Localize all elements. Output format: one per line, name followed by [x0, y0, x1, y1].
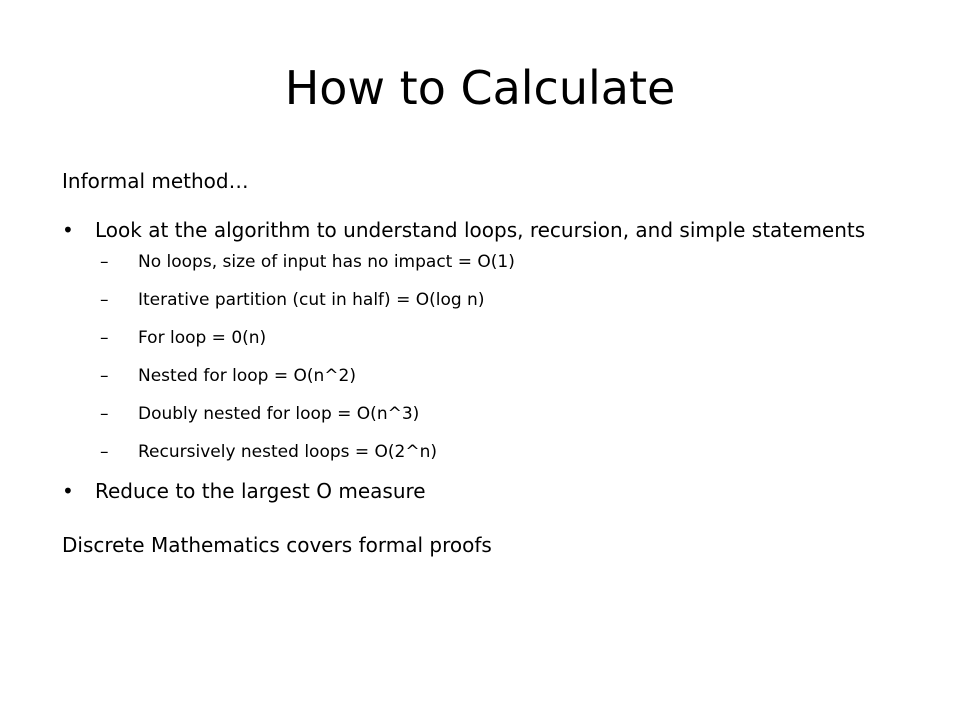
bullet-text: Look at the algorithm to understand loops, recursion, and simple statements: [95, 218, 866, 242]
sub-bullet-marker: –: [100, 328, 109, 348]
closing-text: Discrete Mathematics covers formal proofs: [62, 533, 492, 557]
sub-bullet-marker: –: [100, 366, 109, 386]
sub-bullet-text: No loops, size of input has no impact = O(1): [138, 252, 515, 272]
sub-bullet-item: [62, 403, 902, 425]
slide-body: [62, 168, 902, 558]
sub-bullet-marker: –: [100, 442, 109, 462]
sub-bullet-item: [62, 327, 902, 349]
sub-bullet-text: Recursively nested loops = O(2^n): [138, 442, 438, 462]
slide-title: How to Calculate: [284, 61, 676, 115]
intro-text: Informal method…: [62, 169, 249, 193]
sub-bullet-item: [62, 441, 902, 463]
sub-bullet-text: Iterative partition (cut in half) = O(log n): [138, 290, 485, 310]
sub-bullet-text: For loop = 0(n): [138, 328, 267, 348]
sub-bullet-marker: –: [100, 290, 109, 310]
bullet-marker: •: [62, 479, 74, 503]
sub-bullet-marker: –: [100, 252, 109, 272]
bullet-marker: •: [62, 218, 74, 242]
sub-bullet-item: [62, 365, 902, 387]
bullet-text: Reduce to the largest O measure: [95, 479, 426, 503]
sub-bullet-text: Doubly nested for loop = O(n^3): [138, 404, 420, 424]
sub-bullet-text: Nested for loop = O(n^2): [138, 366, 356, 386]
sub-bullet-marker: –: [100, 404, 109, 424]
sub-bullet-item: [62, 251, 902, 273]
bullet-item: [62, 218, 902, 242]
bullet-item: [62, 479, 902, 503]
sub-bullet-item: [62, 289, 902, 311]
